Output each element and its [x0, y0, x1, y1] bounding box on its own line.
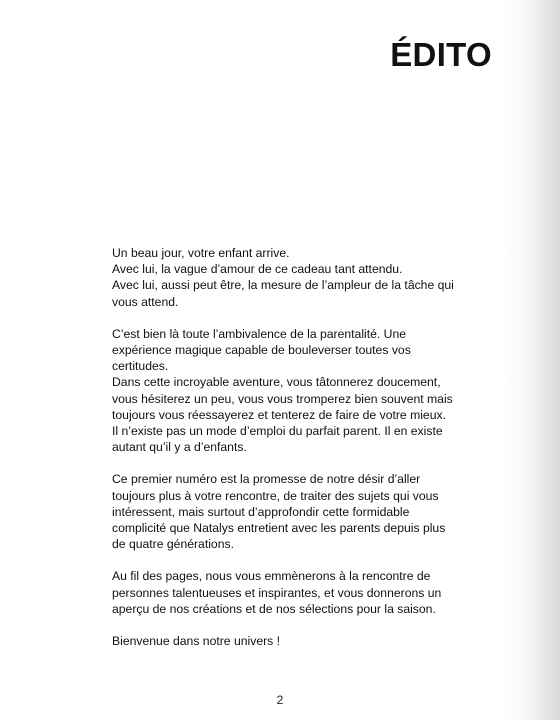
paragraph-line: personnes talentueuses et inspirantes, et vous donnerons un [112, 585, 442, 600]
page-edge-shadow [502, 0, 560, 720]
paragraph-line: Avec lui, aussi peut être, la mesure de l’ampleur de la tâche qui [112, 278, 454, 293]
paragraph-5 [112, 633, 462, 649]
paragraph-line: complicité que Natalys entretient avec les parents depuis plus [112, 521, 446, 536]
paragraph-line: vous attend. [112, 294, 179, 309]
paragraph-line: toujours plus à votre rencontre, de traiter des sujets qui vous [112, 488, 439, 503]
paragraph-line: intéressent, mais surtout d’approfondir cette formidable [112, 504, 410, 519]
paragraph-line: Bienvenue dans notre univers ! [112, 634, 281, 649]
paragraph-line: Au fil des pages, nous vous emmènerons à la rencontre de [112, 569, 431, 584]
paragraph-line: expérience magique capable de bouleverser toutes vos [112, 343, 411, 358]
editorial-text [112, 245, 462, 649]
paragraph-line: Un beau jour, votre enfant arrive. [112, 246, 290, 260]
paragraph-3 [112, 471, 462, 552]
page-number: 2 [276, 693, 284, 707]
paragraph-line: C’est bien là toute l’ambivalence de la parentalité. Une [112, 326, 407, 341]
paragraph-1 [112, 245, 462, 310]
paragraph-line: toujours vous réessayerez et tenterez de faire de votre mieux. [112, 407, 446, 422]
paragraph-line: de quatre générations. [112, 537, 234, 552]
paragraph-4 [112, 568, 462, 617]
paragraph-line: vous hésiterez un peu, vous vous tromperez bien souvent mais [112, 391, 453, 406]
paragraph-line: certitudes. [112, 359, 169, 374]
paragraph-line: Dans cette incroyable aventure, vous tâtonnerez doucement, [112, 375, 441, 390]
paragraph-line: aperçu de nos créations et de nos sélections pour la saison. [112, 601, 436, 616]
page-title: ÉDITO [390, 36, 492, 73]
paragraph-line: autant qu’il y a d’enfants. [112, 440, 247, 455]
paragraph-line: Ce premier numéro est la promesse de notre désir d’aller [112, 472, 421, 487]
paragraph-line: Il n’existe pas un mode d’emploi du parfait parent. Il en existe [112, 424, 443, 439]
paragraph-2 [112, 326, 462, 456]
paragraph-line: Avec lui, la vague d’amour de ce cadeau tant attendu. [112, 262, 403, 277]
